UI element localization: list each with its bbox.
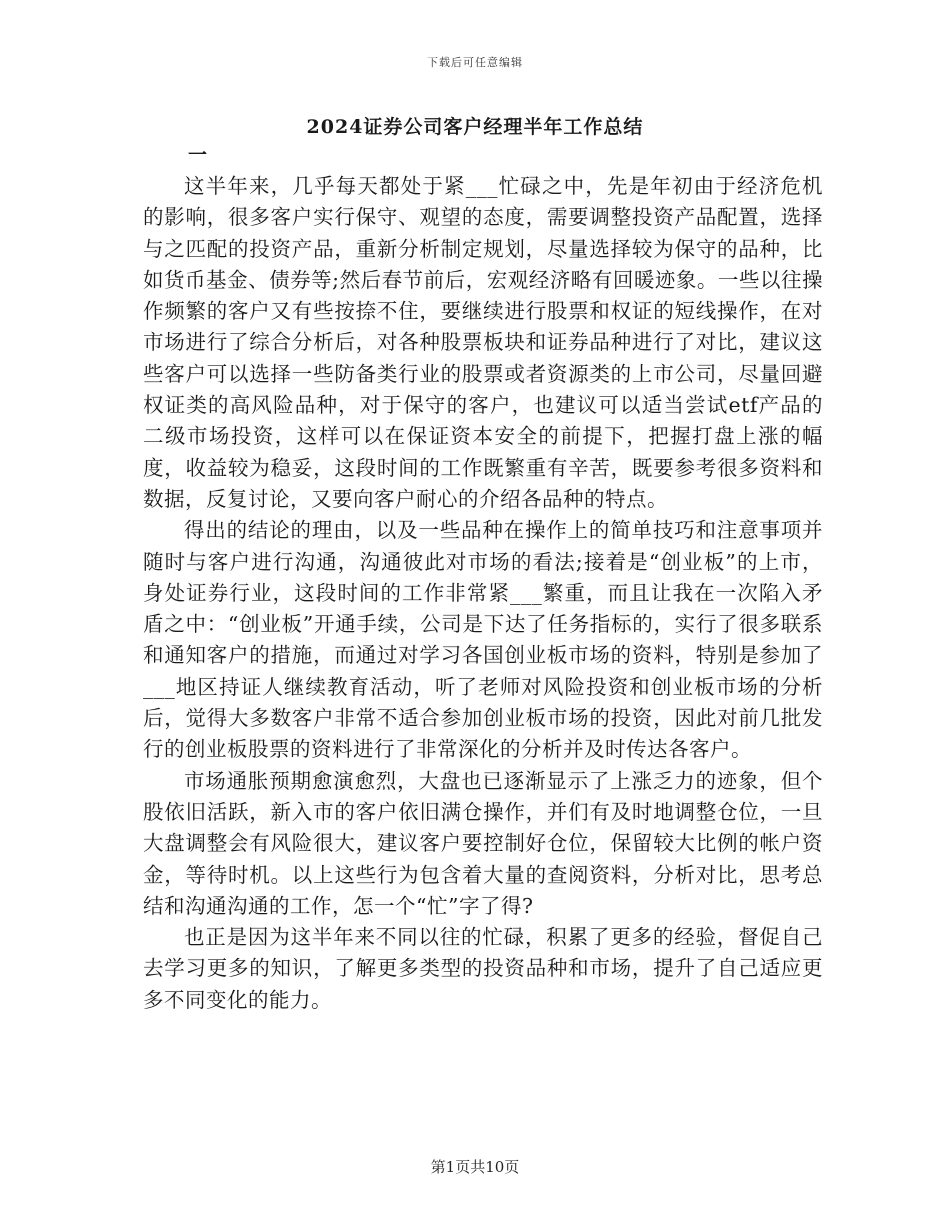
page-number-footer: 第1页共10页 (430, 1158, 520, 1176)
document-title: 2024证券公司客户经理半年工作总结 (306, 116, 644, 138)
header-note: 下载后可任意编辑 (427, 56, 523, 69)
document-body (143, 171, 823, 1016)
paragraph: 也正是因为这半年来不同以往的忙碌，积累了更多的经验，督促自己去学习更多的知识，了解更多类型的投资品种和市场，提升了自己适应更多不同变化的能力。 (143, 925, 823, 1012)
paragraph: 得出的结论的理由，以及一些品种在操作上的简单技巧和注意事项并随时与客户进行沟通，沟通彼此对市场的看法;接着是“创业板”的上市，身处证券行业，这段时间的工作非常紧___繁重，而且让我在一次陷入矛盾之中：“创业板”开通手续，公司是下达了任务指标的，实行了很多联系和通知客户的措施，而通过对学习各国创业板市场的资料，特别是参加了___地区持证人继续教育活动，听了老师对风险投资和创业板市场的分析后，觉得大多数客户非常不适合参加创业板市场的投资，因此对前几批发行的创业板股票的资料进行了非常深化的分析并及时传达各客户。 (143, 518, 823, 762)
paragraph: 这半年来，几乎每天都处于紧___忙碌之中，先是年初由于经济危机的影响，很多客户实行保守、观望的态度，需要调整投资产品配置，选择与之匹配的投资产品，重新分析制定规划，尽量选择较为保守的品种，比如货币基金、债券等;然后春节前后，宏观经济略有回暖迹象。一些以往操作频繁的客户又有些按捺不住，要继续进行股票和权证的短线操作，在对市场进行了综合分析后，对各种股票板块和证券品种进行了对比，建议这些客户可以选择一些防备类行业的股票或者资源类的上市公司，尽量回避权证类的高风险品种，对于保守的客户，也建议可以适当尝试etf产品的二级市场投资，这样可以在保证资本安全的前提下，把握打盘上涨的幅度，收益较为稳妥，这段时间的工作既繁重有辛苦，既要参考很多资料和数据，反复讨论，又要向客户耐心的介绍各品种的特点。 (143, 174, 823, 511)
section-number: 一 (188, 144, 208, 166)
paragraph: 市场通胀预期愈演愈烈，大盘也已逐渐显示了上涨乏力的迹象，但个股依旧活跃，新入市的客户依旧满仓操作，并们有及时地调整仓位，一旦大盘调整会有风险很大，建议客户要控制好仓位，保留较大比例的帐户资金，等待时机。以上这些行为包含着大量的查阅资料，分析对比，思考总结和沟通沟通的工作，怎一个“忙”字了得? (143, 768, 823, 918)
